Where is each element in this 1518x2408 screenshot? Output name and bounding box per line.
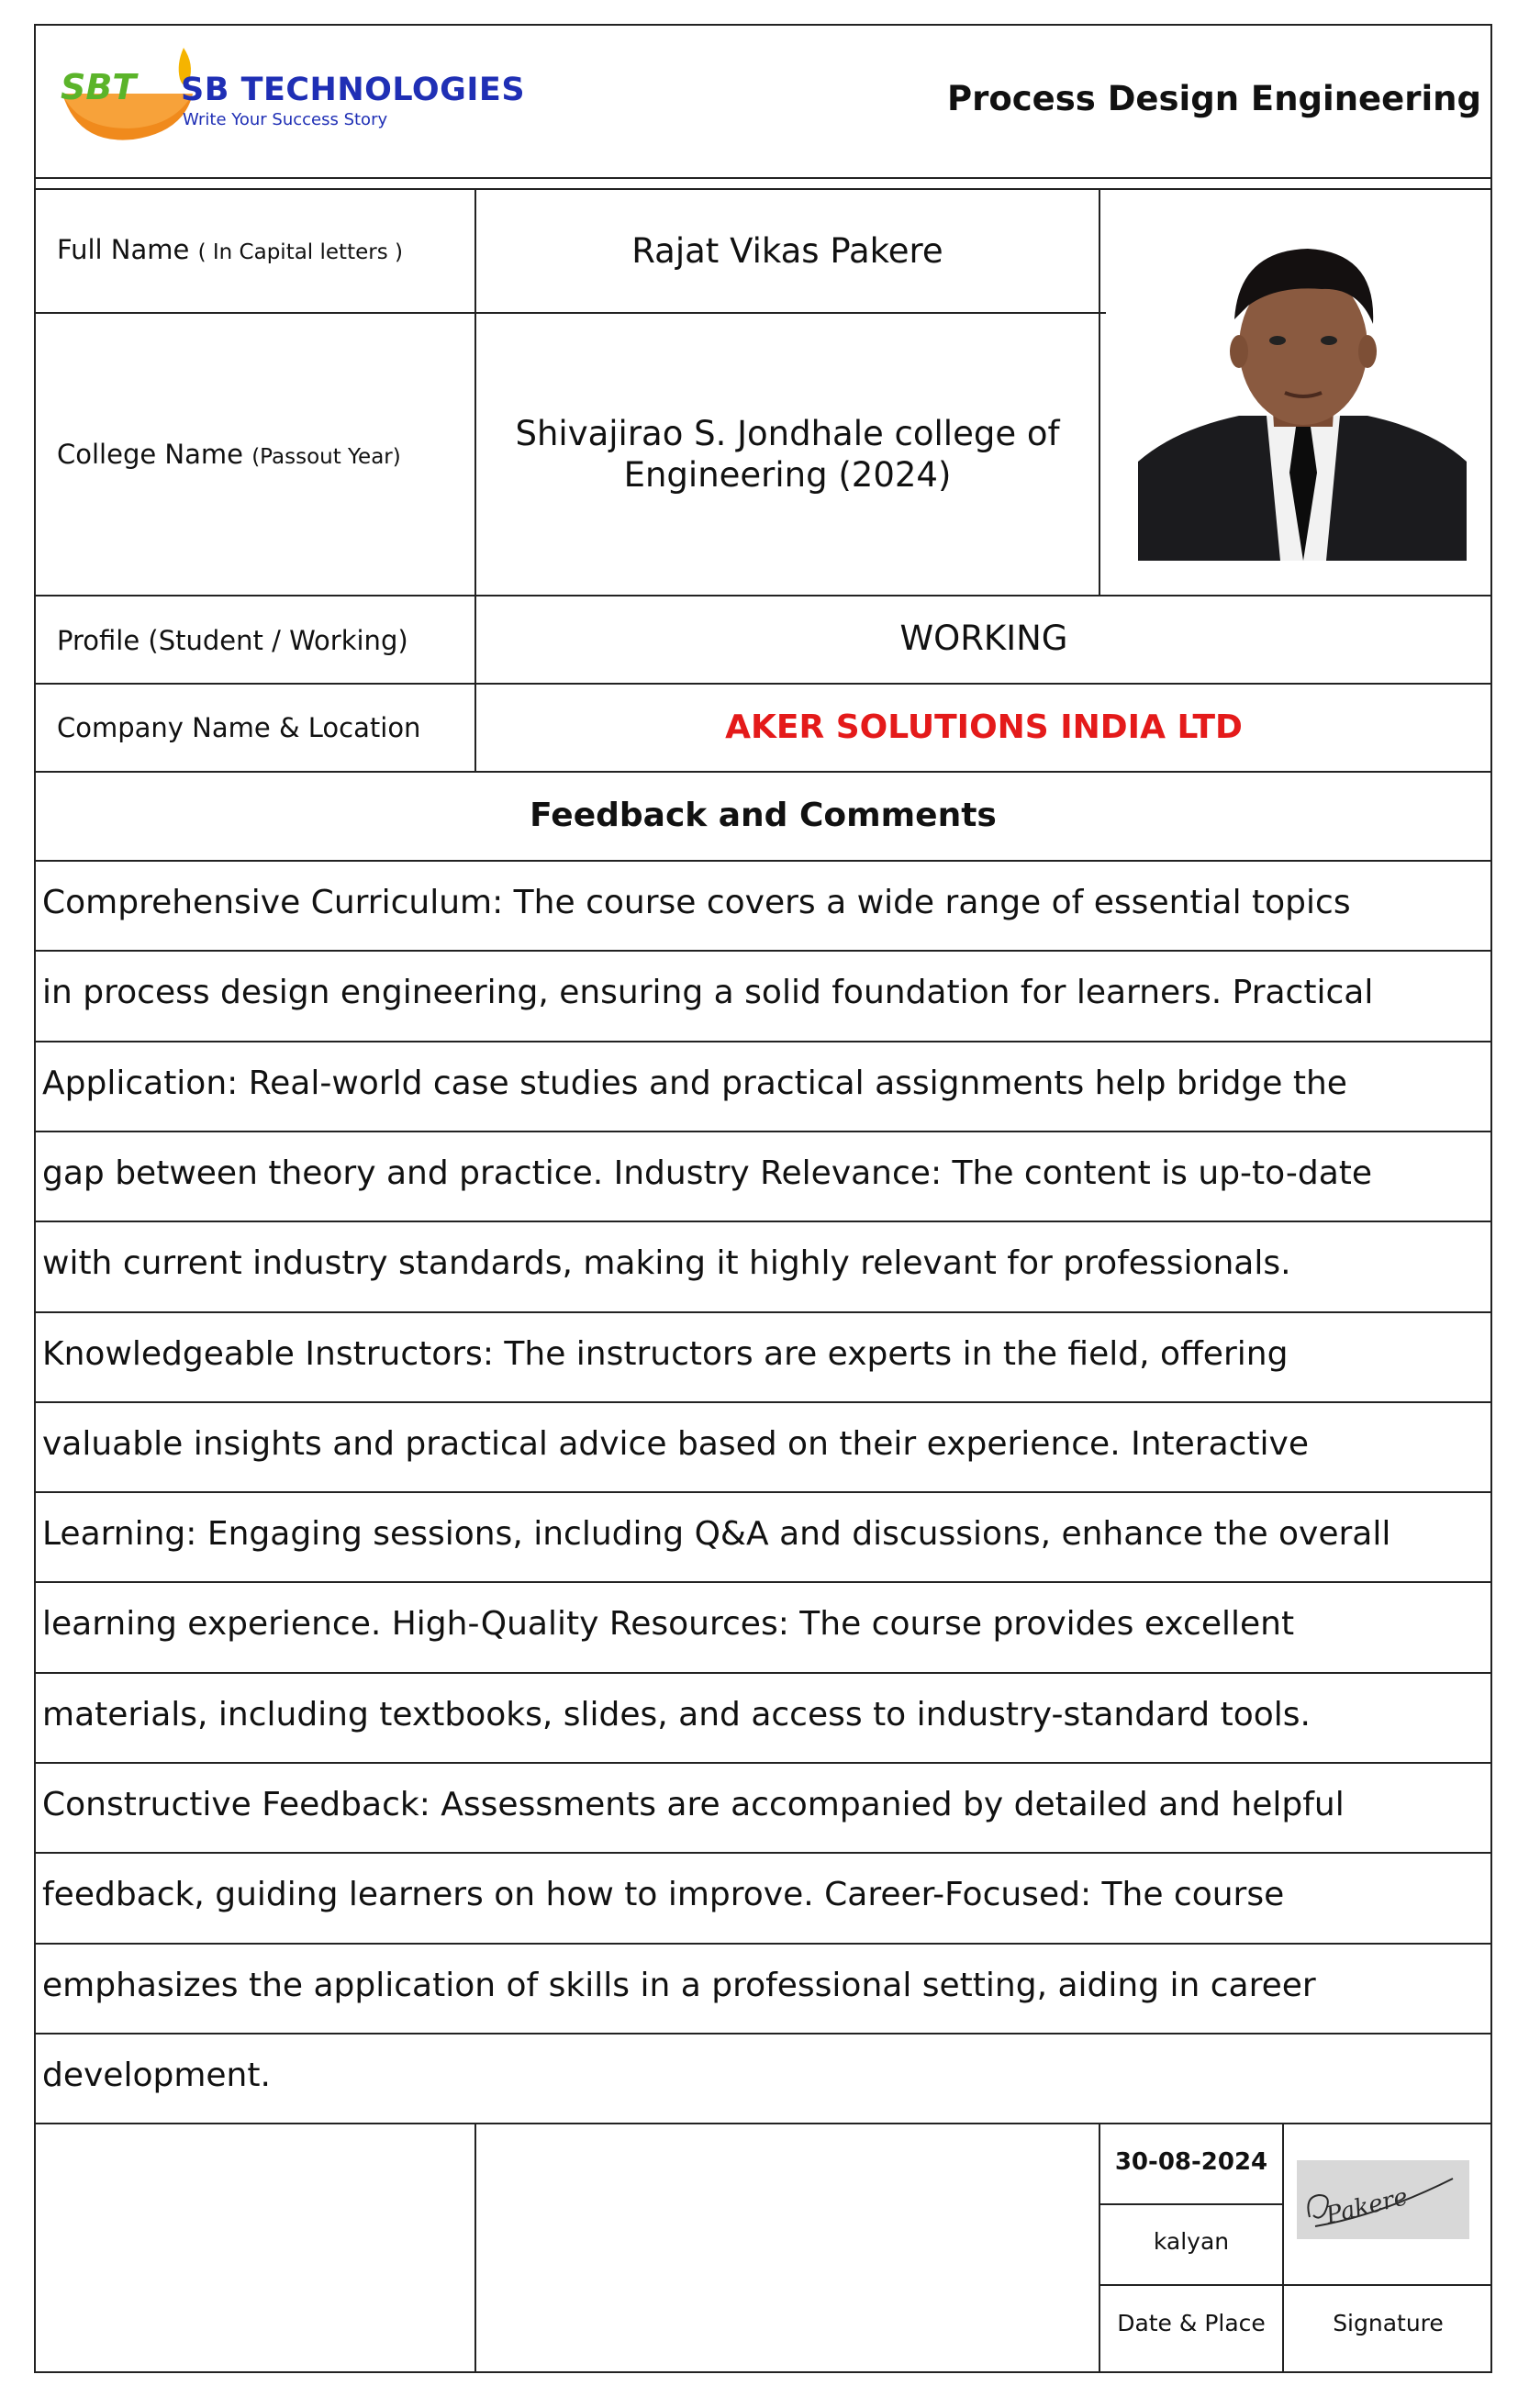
feedback-row-divider — [34, 1131, 1492, 1132]
company-logo-name: SB TECHNOLOGIES — [181, 72, 526, 108]
student-photo — [1138, 232, 1467, 561]
feedback-row-divider — [34, 1762, 1492, 1764]
feedback-row-divider — [34, 1311, 1492, 1313]
feedback-row-divider — [34, 1581, 1492, 1583]
footer-divider — [474, 2124, 476, 2372]
college-value — [476, 413, 1099, 496]
header-divider-2 — [34, 188, 1492, 190]
feedback-row-divider — [34, 950, 1492, 952]
feedback-row-divider — [34, 2123, 1492, 2124]
feedback-line: Learning: Engaging sessions, including Q&A and discussions, enhance the overall — [42, 1515, 1391, 1554]
college-label — [57, 439, 401, 470]
header-divider — [34, 177, 1492, 179]
row-divider — [34, 860, 1492, 862]
college-value-line: Engineering (2024) — [623, 455, 952, 495]
feedback-line: development. — [42, 2056, 271, 2094]
row-divider — [34, 771, 1492, 773]
row-divider — [34, 683, 1492, 685]
signature-image — [1297, 2160, 1469, 2239]
feedback-line: Application: Real-world case studies and practical assignments help bridge the — [42, 1064, 1347, 1102]
course-title: Process Design Engineering — [946, 79, 1481, 118]
footer-divider — [1099, 2284, 1492, 2286]
feedback-line: in process design engineering, ensuring a solid foundation for learners. Practical — [42, 974, 1374, 1012]
feedback-row-divider — [34, 1491, 1492, 1493]
college-label-text: College Name — [57, 439, 243, 470]
feedback-line: emphasizes the application of skills in a professional setting, aiding in career — [42, 1966, 1316, 2004]
row-divider — [34, 595, 1492, 596]
feedback-row-divider — [34, 2033, 1492, 2035]
feedback-line: gap between theory and practice. Industry Relevance: The content is up-to-date — [42, 1154, 1373, 1192]
full-name-label-text: Full Name — [57, 234, 190, 265]
feedback-line: feedback, guiding learners on how to improve. Career-Focused: The course — [42, 1876, 1285, 1914]
profile-label: Profile (Student / Working) — [57, 625, 408, 656]
feedback-line: Comprehensive Curriculum: The course covers a wide range of essential topics — [42, 884, 1351, 921]
date-value: 30-08-2024 — [1114, 2148, 1268, 2176]
logo-mark: SBT — [61, 67, 137, 107]
place-value: kalyan — [1153, 2228, 1230, 2255]
feedback-row-divider — [34, 1672, 1492, 1674]
svg-text:Pakere: Pakere — [1323, 2182, 1411, 2231]
full-name-value: Rajat Vikas Pakere — [631, 231, 943, 271]
college-value-line: Shivajirao S. Jondhale college of — [515, 414, 1060, 453]
feedback-line: valuable insights and practical advice based on their experience. Interactive — [42, 1424, 1310, 1463]
feedback-row-divider — [34, 1943, 1492, 1945]
row-divider — [34, 312, 1106, 314]
footer-divider — [1099, 2203, 1282, 2205]
company-tagline: Write Your Success Story — [183, 110, 388, 129]
feedback-row-divider — [34, 1041, 1492, 1042]
feedback-row-divider — [34, 1852, 1492, 1854]
column-divider — [1099, 189, 1100, 596]
feedback-row-divider — [34, 1401, 1492, 1403]
profile-value: WORKING — [899, 619, 1068, 658]
feedback-row-divider — [34, 1221, 1492, 1222]
college-label-sub: (Passout Year) — [251, 445, 401, 469]
company-value: AKER SOLUTIONS INDIA LTD — [725, 708, 1243, 746]
full-name-label-sub: ( In Capital letters ) — [197, 240, 403, 264]
signature-label: Signature — [1333, 2310, 1444, 2336]
full-name-label — [57, 234, 403, 265]
feedback-line: materials, including textbooks, slides, and access to industry-standard tools. — [42, 1695, 1311, 1734]
company-label: Company Name & Location — [57, 712, 421, 743]
feedback-title: Feedback and Comments — [530, 797, 997, 834]
portrait-image — [1138, 232, 1467, 561]
signature-scribble — [1297, 2160, 1469, 2239]
feedback-line: learning experience. High-Quality Resources: The course provides excellent — [42, 1605, 1295, 1644]
feedback-line: Constructive Feedback: Assessments are accompanied by detailed and helpful — [42, 1786, 1345, 1823]
feedback-line: Knowledgeable Instructors: The instructors are experts in the field, offering — [42, 1334, 1289, 1373]
feedback-line: with current industry standards, making it highly relevant for professionals. — [42, 1244, 1291, 1283]
date-place-label: Date & Place — [1117, 2310, 1266, 2336]
